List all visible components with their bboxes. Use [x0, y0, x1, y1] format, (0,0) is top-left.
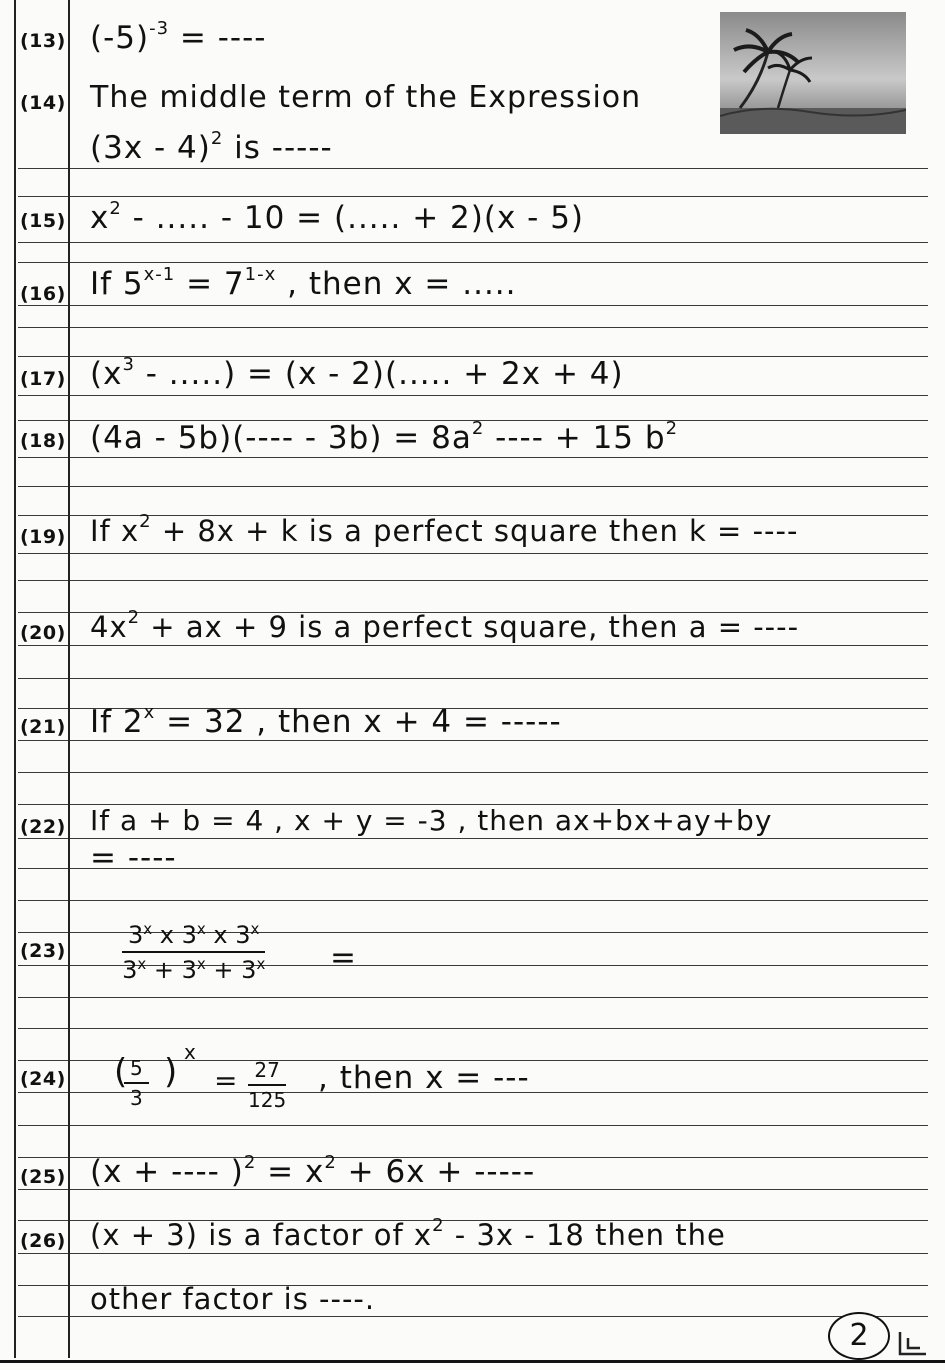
q21-exponent: x: [143, 702, 156, 723]
q23-denominator: [122, 953, 265, 984]
question-22-line2: = ----: [90, 840, 177, 876]
rule-line: [18, 1028, 928, 1029]
question-19: [90, 511, 799, 548]
question-13: [90, 20, 267, 56]
q26-exponent: 2: [432, 1215, 445, 1236]
q17-part-b: - .....) = (x - 2)(..... + 2x + 4): [134, 356, 624, 392]
q18-exponent-b: 2: [665, 418, 679, 439]
q16-part-b: = 7: [175, 266, 245, 302]
q23-den-base-1: 3: [122, 956, 138, 984]
rule-line: [18, 838, 928, 839]
q25-exponent-b: 2: [324, 1152, 337, 1173]
q25-part-a: (x + ---- ): [90, 1154, 244, 1190]
q24-rhs-numerator: 27: [248, 1058, 286, 1086]
question-number: (20): [20, 622, 66, 644]
q23-den-base-2: + 3: [146, 956, 197, 984]
question-14-line2: [90, 130, 333, 166]
rule-line: [18, 580, 928, 581]
q24-base-fraction: [124, 1056, 149, 1110]
q24-rhs-denominator: 125: [248, 1088, 287, 1112]
q24-rest: , then x = ---: [318, 1060, 530, 1096]
q23-num-exp-1: x: [143, 920, 153, 938]
page-number: 2: [828, 1312, 890, 1360]
question-26-line1: [90, 1215, 726, 1252]
q13-exponent: -3: [149, 18, 170, 39]
q15-rest: - ..... - 10 = (..... + 2)(x - 5): [121, 200, 585, 236]
rule-line: [18, 553, 928, 554]
q14-exponent: 2: [210, 128, 224, 149]
question-number: (14): [20, 92, 66, 114]
question-number: (25): [20, 1166, 66, 1188]
rule-line: [18, 678, 928, 679]
margin-line: [68, 0, 70, 1358]
rule-line: [18, 645, 928, 646]
question-17: [90, 356, 624, 392]
question-22-line1: If a + b = 4 , x + y = -3 , then ax+bx+ay+by: [90, 804, 773, 837]
q24-base-denominator: 3: [130, 1086, 143, 1110]
q15-x: x: [90, 200, 110, 236]
q20-part-b: + ax + 9 is a perfect square, then a = ----: [140, 610, 800, 644]
q21-part-a: If 2: [90, 704, 144, 740]
q24-rhs-fraction: [248, 1058, 286, 1112]
q25-part-c: + 6x + -----: [336, 1154, 536, 1190]
q24-exponent: x: [184, 1040, 196, 1064]
q16-part-c: , then x = .....: [276, 266, 517, 302]
rule-line: [18, 395, 928, 396]
question-number: (15): [20, 210, 66, 232]
q23-den-base-3: + 3: [205, 956, 257, 984]
corner-bracket-icon: [896, 1328, 930, 1358]
question-16: [90, 266, 517, 302]
question-26-line2: other factor is ----.: [90, 1282, 376, 1316]
question-20: [90, 607, 800, 644]
rule-line: [18, 997, 928, 998]
palm-tree-photo: [720, 12, 906, 134]
question-15: [90, 200, 584, 236]
q13-base: (-5): [90, 20, 150, 56]
q18-exponent-a: 2: [471, 418, 485, 439]
q18-part-a: (4a - 5b)(---- - 3b) = 8a: [90, 420, 472, 456]
bottom-border: [0, 1360, 945, 1363]
q15-exponent: 2: [109, 198, 122, 219]
q19-part-a: If x: [90, 514, 140, 548]
rule-line: [18, 1316, 928, 1317]
rule-line: [18, 327, 928, 328]
left-edge-line: [14, 0, 16, 1358]
question-number: (26): [20, 1230, 66, 1252]
rule-line: [18, 168, 928, 169]
q18-part-b: ---- + 15 b: [484, 420, 666, 456]
q24-close-paren: ): [164, 1052, 178, 1092]
question-21: [90, 704, 562, 740]
q23-num-base-2: x 3: [152, 921, 197, 949]
question-number: (22): [20, 816, 66, 838]
question-number: (19): [20, 526, 66, 548]
rule-line: [18, 740, 928, 741]
q14-rest: is -----: [223, 130, 333, 166]
q24-base-numerator: 5: [124, 1056, 149, 1084]
q23-numerator: [122, 920, 265, 953]
q16-part-a: If 5: [90, 266, 144, 302]
rule-line: [18, 1253, 928, 1254]
q23-den-exp-3: x: [256, 955, 266, 973]
q25-exponent-a: 2: [243, 1152, 257, 1173]
q23-num-base-1: 3: [128, 921, 144, 949]
rule-line: [18, 457, 928, 458]
q25-part-b: = x: [256, 1154, 325, 1190]
q20-exponent: 2: [127, 607, 141, 628]
question-18: [90, 420, 678, 456]
rule-line: [18, 900, 928, 901]
q19-exponent: 2: [139, 511, 152, 532]
q19-part-b: + 8x + k is a perfect square then k = ----: [151, 514, 799, 548]
rule-line: [18, 262, 928, 263]
q13-rest: = ----: [169, 20, 267, 56]
question-23-fraction: [122, 920, 265, 984]
rule-line: [18, 1125, 928, 1126]
q23-den-exp-1: x: [137, 955, 147, 973]
question-number: (17): [20, 368, 66, 390]
q20-part-a: 4x: [90, 610, 128, 644]
rule-line: [18, 242, 928, 243]
q16-exponent-b: 1-x: [244, 264, 277, 285]
question-number: (16): [20, 283, 66, 305]
q16-exponent-a: x-1: [143, 264, 176, 285]
q21-part-b: = 32 , then x + 4 = -----: [155, 704, 562, 740]
q24-equals: =: [214, 1064, 238, 1097]
question-number: (18): [20, 430, 66, 452]
q26-part-a: (x + 3) is a factor of x: [90, 1218, 433, 1252]
question-number: (13): [20, 30, 66, 52]
q23-den-exp-2: x: [196, 955, 206, 973]
question-number: (21): [20, 716, 66, 738]
q14-expression: (3x - 4): [90, 130, 211, 166]
q23-num-exp-2: x: [196, 920, 206, 938]
q23-equals: =: [330, 940, 357, 976]
q23-num-base-3: x 3: [205, 921, 251, 949]
rule-line: [18, 772, 928, 773]
question-14-line1: The middle term of the Expression: [90, 80, 642, 115]
question-number: (24): [20, 1068, 66, 1090]
rule-line: [18, 486, 928, 487]
rule-line: [18, 196, 928, 197]
q17-part-a: (x: [90, 356, 123, 392]
question-number: (23): [20, 940, 66, 962]
q26-part-b: - 3x - 18 then the: [444, 1218, 726, 1252]
q23-num-exp-3: x: [250, 920, 260, 938]
question-25: [90, 1154, 535, 1190]
rule-line: [18, 305, 928, 306]
q24-open-paren: (: [114, 1052, 128, 1092]
q17-exponent: 3: [122, 354, 135, 375]
